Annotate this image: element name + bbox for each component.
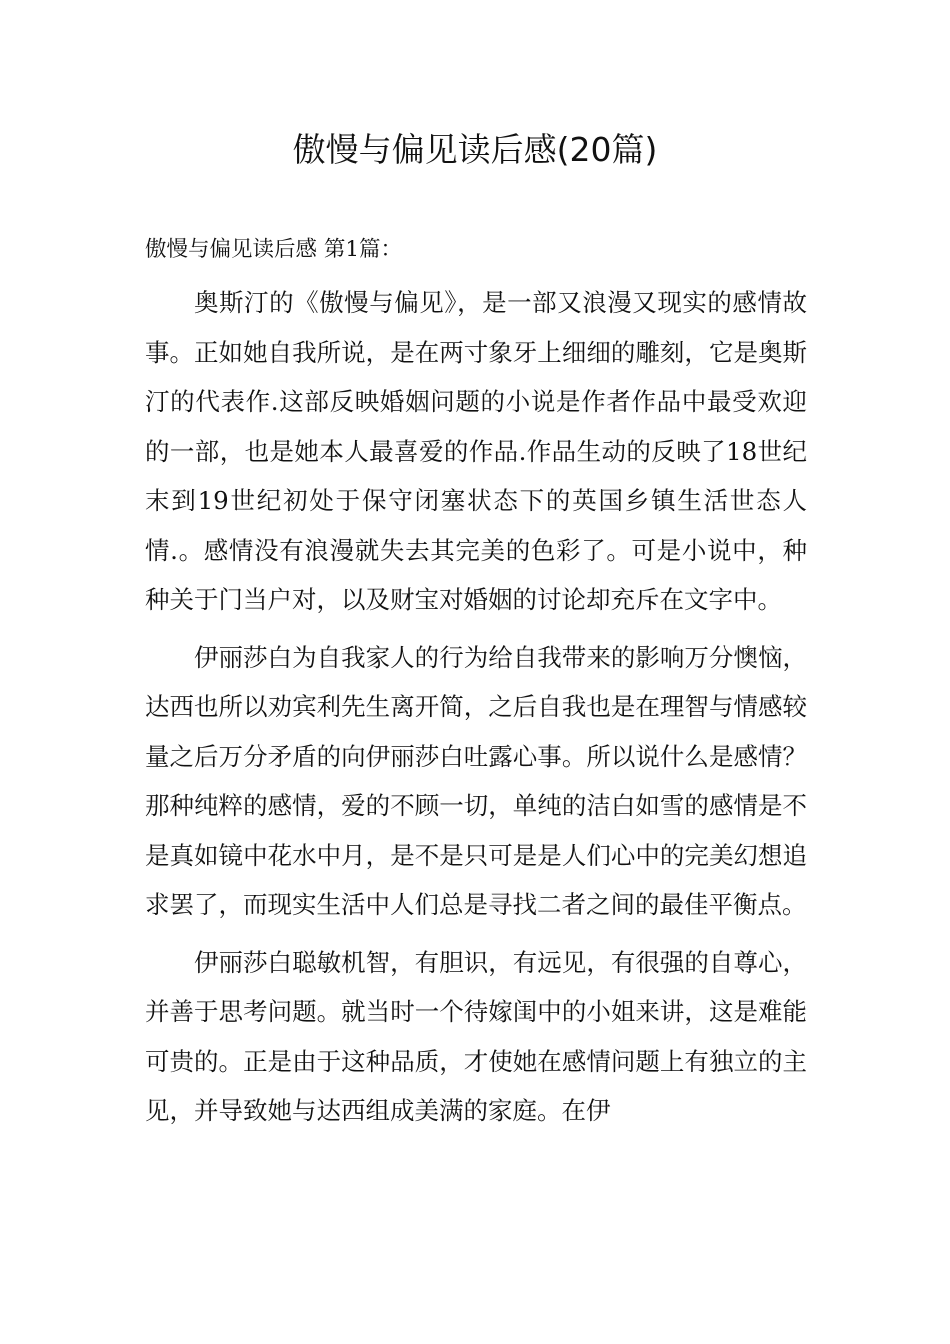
paragraph-3: 伊丽莎白聪敏机智，有胆识，有远见，有很强的自尊心，并善于思考问题。就当时一个待嫁闺中的小姐来讲，这是难能可贵的。正是由于这种品质，才使她在感情问题上有独立的主见，并导致她与达西组成美满的家庭。在伊 (145, 947, 807, 1125)
paragraph-1: 奥斯汀的《傲慢与偏见》，是一部又浪漫又现实的感情故事。正如她自我所说，是在两寸象牙上细细的雕刻，它是奥斯汀的代表作.这部反映婚姻问题的小说是作者作品中最受欢迎的一部，也是她本人最喜爱的作品.作品生动的反映了18世纪末到19世纪初处于保守闭塞状态下的英国乡镇生活世态人情.。感情没有浪漫就失去其完美的色彩了。可是小说中，种种关于门当户对，以及财宝对婚姻的讨论却充斥在文字中。 (145, 288, 807, 614)
paragraph-2: 伊丽莎白为自我家人的行为给自我带来的影响万分懊恼，达西也所以劝宾利先生离开简，之后自我也是在理智与情感较量之后万分矛盾的向伊丽莎白吐露心事。所以说什么是感情？那种纯粹的感情，爱的不顾一切，单纯的洁白如雪的感情是不是真如镜中花水中月，是不是只可是是人们心中的完美幻想追求罢了，而现实生活中人们总是寻找二者之间的最佳平衡点。 (145, 642, 807, 919)
section-heading: 傲慢与偏见读后感 第1篇： (145, 237, 403, 262)
document-title: 傲慢与偏见读后感(20篇) (292, 130, 658, 169)
body-text (145, 278, 807, 1144)
